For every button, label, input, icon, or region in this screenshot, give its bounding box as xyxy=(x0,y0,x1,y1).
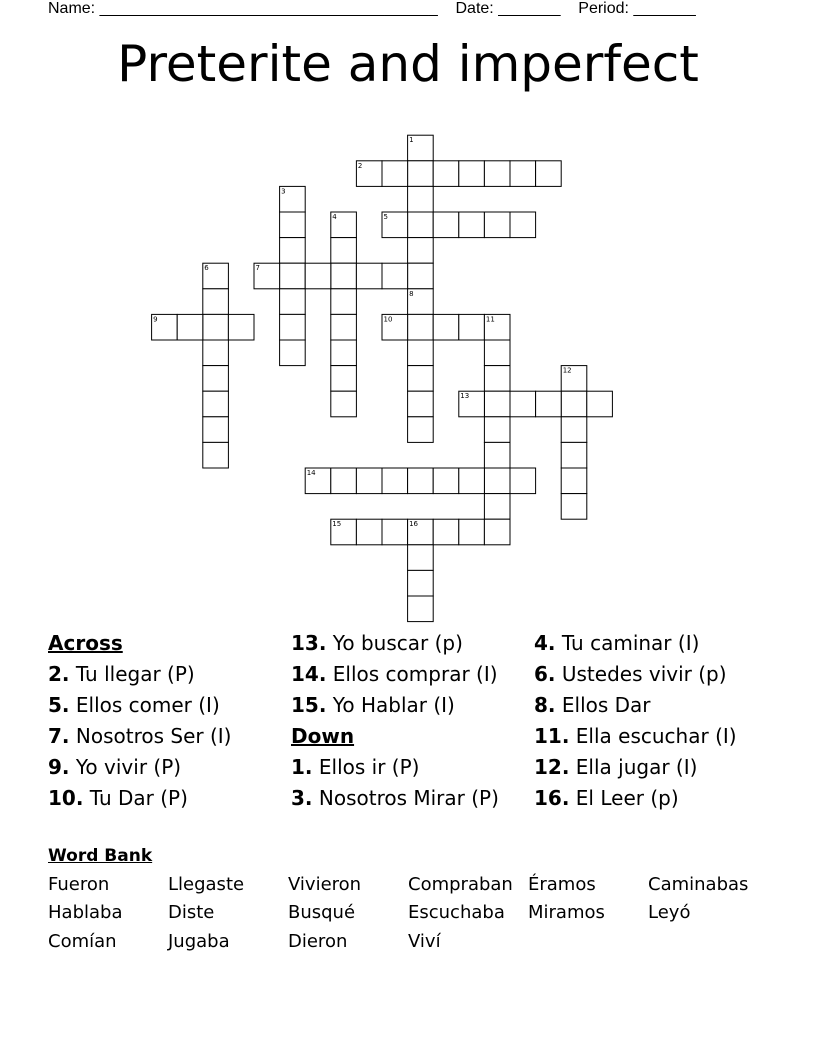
clue-number: 2. xyxy=(48,662,70,686)
grid-cell[interactable] xyxy=(433,519,459,545)
grid-cell[interactable] xyxy=(280,263,306,289)
word-bank-item: Éramos xyxy=(528,874,596,895)
clue-text: Ellos comprar (I) xyxy=(332,662,498,686)
clue-number: 3. xyxy=(291,786,313,810)
down-heading: Down xyxy=(291,724,355,748)
clue-item xyxy=(48,721,288,752)
clue-text: Tu Dar (P) xyxy=(89,786,188,810)
grid-cell[interactable] xyxy=(280,212,306,238)
grid-cell[interactable] xyxy=(408,570,434,596)
clue-number: 14. xyxy=(291,662,327,686)
grid-cell[interactable] xyxy=(203,417,229,443)
grid-cell[interactable] xyxy=(587,391,613,417)
grid-number: 1 xyxy=(409,136,414,145)
grid-cell[interactable] xyxy=(305,263,331,289)
grid-cell[interactable] xyxy=(459,161,485,187)
grid-cell[interactable] xyxy=(331,314,357,340)
grid-cell[interactable] xyxy=(408,366,434,392)
grid-number: 10 xyxy=(383,315,393,324)
clue-item xyxy=(48,783,288,814)
word-bank-item: Hablaba xyxy=(48,902,123,923)
grid-cell[interactable] xyxy=(459,212,485,238)
grid-number: 13 xyxy=(460,392,470,401)
grid-cell[interactable] xyxy=(484,161,510,187)
grid-cell[interactable] xyxy=(408,391,434,417)
clue-item xyxy=(291,690,521,721)
word-bank-title: Word Bank xyxy=(48,846,153,866)
grid-cell[interactable] xyxy=(510,468,536,494)
grid-cell[interactable] xyxy=(484,340,510,366)
grid-cell[interactable] xyxy=(203,391,229,417)
clue-item xyxy=(291,783,521,808)
grid-number: 12 xyxy=(562,366,572,375)
clue-item xyxy=(534,721,774,752)
clue-text: Yo vivir (P) xyxy=(75,755,182,779)
clue-number: 9. xyxy=(48,755,70,779)
clue-item xyxy=(534,690,774,721)
grid-number: 3 xyxy=(281,187,286,196)
grid-cell[interactable] xyxy=(459,314,485,340)
clue-number: 8. xyxy=(534,693,556,717)
grid-cell[interactable] xyxy=(203,314,229,340)
grid-cell[interactable] xyxy=(561,442,587,468)
grid-cell[interactable] xyxy=(510,391,536,417)
clue-text: Ellos comer (I) xyxy=(75,693,220,717)
clue-item xyxy=(534,659,774,690)
grid-cell[interactable] xyxy=(433,468,459,494)
clue-text: Ustedes vivir (p) xyxy=(561,662,727,686)
period-label: Period: xyxy=(578,0,629,17)
clue-number: 7. xyxy=(48,724,70,748)
grid-cell[interactable] xyxy=(331,238,357,264)
word-bank-item: Llegaste xyxy=(168,874,245,895)
word-bank-item: Leyó xyxy=(648,902,691,923)
grid-cell[interactable] xyxy=(382,263,408,289)
grid-cell[interactable] xyxy=(280,314,306,340)
clue-number: 10. xyxy=(48,786,84,810)
clue-item xyxy=(291,659,521,690)
grid-cell[interactable] xyxy=(382,161,408,187)
clues-column-2 xyxy=(291,628,521,808)
clue-item xyxy=(48,659,288,690)
clue-item xyxy=(291,752,521,783)
word-bank-item: Jugaba xyxy=(168,931,230,952)
grid-cell[interactable] xyxy=(331,289,357,315)
grid-number: 5 xyxy=(383,213,388,221)
grid-number: 9 xyxy=(153,315,158,324)
clue-text: Nosotros Mirar (P) xyxy=(318,786,499,810)
grid-number: 8 xyxy=(409,289,414,298)
grid-cell[interactable] xyxy=(331,366,357,392)
grid-cell[interactable] xyxy=(356,263,382,289)
grid-cell[interactable] xyxy=(459,468,485,494)
clue-number: 1. xyxy=(291,755,313,779)
clue-number: 15. xyxy=(291,693,327,717)
grid-cell[interactable] xyxy=(510,212,536,238)
grid-cell[interactable] xyxy=(561,391,587,417)
word-bank-item: Fueron xyxy=(48,874,110,895)
clue-number: 6. xyxy=(534,662,556,686)
clue-text: Yo buscar (p) xyxy=(332,631,463,655)
name-label: Name: xyxy=(48,0,96,17)
grid-number: 6 xyxy=(204,264,209,273)
grid-cell[interactable] xyxy=(331,340,357,366)
grid-cell[interactable] xyxy=(433,161,459,187)
word-bank-item: Diste xyxy=(168,902,215,923)
grid-cell[interactable] xyxy=(484,212,510,238)
name-blank[interactable]: ______________________________________ xyxy=(99,0,438,17)
word-bank-item: Vivieron xyxy=(288,874,362,895)
clue-text: Yo Hablar (I) xyxy=(332,693,455,717)
clue-number: 4. xyxy=(534,631,556,655)
grid-cell[interactable] xyxy=(484,519,510,545)
grid-cell[interactable] xyxy=(459,519,485,545)
clue-item xyxy=(291,628,521,659)
grid-cell[interactable] xyxy=(356,519,382,545)
grid-cell[interactable] xyxy=(536,391,562,417)
clue-text: Nosotros Ser (I) xyxy=(75,724,232,748)
grid-cell[interactable] xyxy=(280,289,306,315)
clue-text: Ella escuchar (I) xyxy=(575,724,737,748)
grid-cell[interactable] xyxy=(408,545,434,571)
grid-cell[interactable] xyxy=(331,263,357,289)
grid-cell[interactable] xyxy=(408,161,434,187)
grid-cell[interactable] xyxy=(331,468,357,494)
grid-number: 11 xyxy=(485,315,495,324)
clue-text: Tu llegar (P) xyxy=(75,662,195,686)
grid-number: 7 xyxy=(255,264,260,273)
clue-text: Ellos Dar xyxy=(561,693,651,717)
word-bank-item: Escuchaba xyxy=(408,902,505,923)
clue-number: 11. xyxy=(534,724,570,748)
grid-cell[interactable] xyxy=(408,417,434,443)
grid-cell[interactable] xyxy=(382,468,408,494)
across-clue-list-2 xyxy=(291,628,521,721)
grid-number: 2 xyxy=(357,161,363,170)
clue-text: El Leer (p) xyxy=(575,786,679,810)
clue-item xyxy=(534,783,774,814)
grid-cell[interactable] xyxy=(203,340,229,366)
grid-cell[interactable] xyxy=(561,494,587,520)
clue-text: Ella jugar (I) xyxy=(575,755,698,779)
grid-cell[interactable] xyxy=(484,442,510,468)
clue-number: 13. xyxy=(291,631,327,655)
page-title: Preterite and imperfect xyxy=(117,35,699,93)
clue-item xyxy=(48,690,288,721)
clue-number: 5. xyxy=(48,693,70,717)
clue-number: 12. xyxy=(534,755,570,779)
word-bank-item: Caminabas xyxy=(648,874,749,895)
grid-cell[interactable] xyxy=(280,238,306,264)
across-heading: Across xyxy=(48,631,123,655)
date-blank[interactable]: _______ xyxy=(498,0,561,17)
word-bank-item: Dieron xyxy=(288,931,348,952)
grid-cell[interactable] xyxy=(408,263,434,289)
clue-text: Tu caminar (I) xyxy=(561,631,700,655)
grid-cell[interactable] xyxy=(228,314,254,340)
grid-cell[interactable] xyxy=(203,289,229,315)
clue-item xyxy=(534,628,774,659)
grid-cell[interactable] xyxy=(484,391,510,417)
grid-cell[interactable] xyxy=(510,161,536,187)
grid-cell[interactable] xyxy=(408,212,434,238)
clue-number: 16. xyxy=(534,786,570,810)
grid-cell[interactable] xyxy=(356,468,382,494)
grid-cell[interactable] xyxy=(203,442,229,468)
word-bank-item: Compraban xyxy=(408,874,513,895)
clues-column-3 xyxy=(534,628,774,814)
grid-cell[interactable] xyxy=(408,596,434,622)
grid-cell[interactable] xyxy=(177,314,203,340)
grid-cell[interactable] xyxy=(561,417,587,443)
across-clue-list-1 xyxy=(48,659,288,814)
grid-cell[interactable] xyxy=(484,417,510,443)
grid-cell[interactable] xyxy=(484,494,510,520)
grid-cell[interactable] xyxy=(382,519,408,545)
grid-cell[interactable] xyxy=(484,468,510,494)
grid-cell[interactable] xyxy=(203,366,229,392)
clue-item xyxy=(534,752,774,783)
grid-cell[interactable] xyxy=(331,391,357,417)
down-clue-list-1 xyxy=(291,752,521,808)
clue-text: Ellos ir (P) xyxy=(318,755,420,779)
grid-cell[interactable] xyxy=(408,186,434,212)
grid-cell[interactable] xyxy=(408,468,434,494)
word-bank-item: Comían xyxy=(48,931,117,952)
grid-cell[interactable] xyxy=(433,314,459,340)
grid-cell[interactable] xyxy=(433,212,459,238)
grid-cell[interactable] xyxy=(408,314,434,340)
grid-cell[interactable] xyxy=(408,340,434,366)
clue-item xyxy=(48,752,288,783)
grid-cell[interactable] xyxy=(408,238,434,264)
word-bank-item: Miramos xyxy=(528,902,605,923)
grid-cell[interactable] xyxy=(280,340,306,366)
word-bank-item: Busqué xyxy=(288,902,356,923)
grid-number: 4 xyxy=(332,213,337,221)
clues-column-1 xyxy=(48,628,288,814)
period-blank[interactable]: _______ xyxy=(633,0,696,17)
grid-cell[interactable] xyxy=(484,366,510,392)
word-bank-item: Viví xyxy=(408,931,441,952)
date-label: Date: xyxy=(455,0,494,17)
grid-number: 14 xyxy=(306,469,316,477)
grid-cell[interactable] xyxy=(536,161,562,187)
grid-number: 16 xyxy=(409,520,419,529)
down-clue-list-2 xyxy=(534,628,774,814)
grid-cell[interactable] xyxy=(561,468,587,494)
grid-number: 15 xyxy=(332,520,342,529)
